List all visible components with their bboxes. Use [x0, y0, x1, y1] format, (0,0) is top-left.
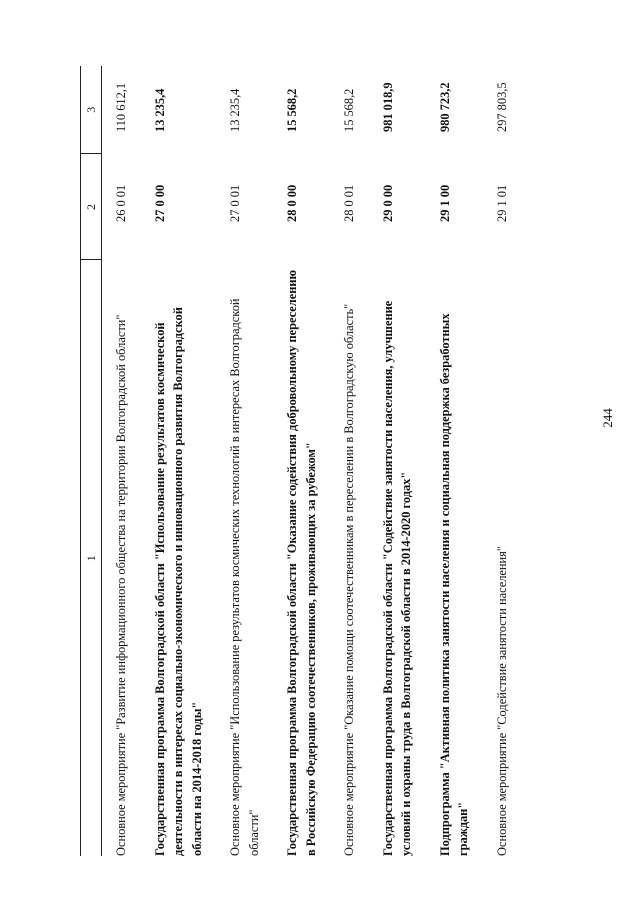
row-value: 15 568,2 — [285, 88, 299, 132]
row-name: Основное мероприятие "Развитие информационного общества на территории Волгоградской области" — [114, 314, 128, 856]
row-name: Основное мероприятие "Оказание помощи соотечественникам в переселении в Волгоградскую область" — [342, 303, 356, 856]
row-code: 26 0 01 — [114, 184, 128, 222]
row-value: 980 723,2 — [437, 82, 452, 132]
row-code: 28 0 00 — [285, 184, 299, 222]
row-name: Подпрограмма "Активная политика занятости населения и социальная поддержка безработных граждан" — [437, 313, 470, 856]
row-name: Основное мероприятие "Содействие занятости населения" — [494, 546, 509, 856]
table-row — [141, 66, 217, 856]
table-row — [426, 66, 483, 856]
row-code: 29 1 00 — [437, 184, 452, 222]
table-row — [483, 66, 522, 856]
row-code: 27 0 00 — [152, 184, 167, 222]
row-code: 27 0 01 — [228, 184, 242, 222]
table-row — [216, 66, 273, 856]
row-code: 28 0 01 — [342, 184, 356, 222]
table-row — [369, 66, 426, 856]
table-row — [102, 66, 141, 856]
table-row — [330, 66, 369, 856]
column-header-2: 2 — [81, 154, 102, 260]
row-name: Государственная программа Волгоградской области "Оказание содействия добровольному переселению в Российскую Федерацию соотечественников, проживающих за рубежом" — [285, 270, 318, 856]
row-code: 29 1 01 — [494, 184, 509, 222]
column-header-1: 1 — [81, 260, 102, 856]
row-value: 981 018,9 — [380, 82, 395, 132]
row-name: Основное мероприятие "Использование результатов космических технологий в интересах Волгоградской области" — [228, 298, 261, 856]
row-value: 297 803,5 — [494, 82, 509, 132]
row-value: 13 235,4 — [228, 88, 242, 132]
budget-table — [80, 66, 521, 856]
row-value: 13 235,4 — [152, 88, 167, 132]
row-name: Государственная программа Волгоградской области "Использование результатов космической деятельности в интересах социально-экономического и инновационного развития Волгоградской области на 2014-2018 годы" — [152, 307, 204, 856]
row-name: Государственная программа Волгоградской области "Содействие занятости населения, улучшение условий и охраны труда в Волгоградской области в 2014-2020 годах" — [380, 300, 413, 856]
table-header-row — [81, 66, 102, 856]
row-value: 15 568,2 — [342, 88, 356, 132]
row-code: 29 0 00 — [380, 184, 395, 222]
column-header-3: 3 — [81, 66, 102, 154]
row-value: 110 612,1 — [114, 82, 128, 132]
page-number: 244 — [600, 408, 615, 428]
table-row — [273, 66, 330, 856]
rotated-page-content — [80, 66, 640, 856]
